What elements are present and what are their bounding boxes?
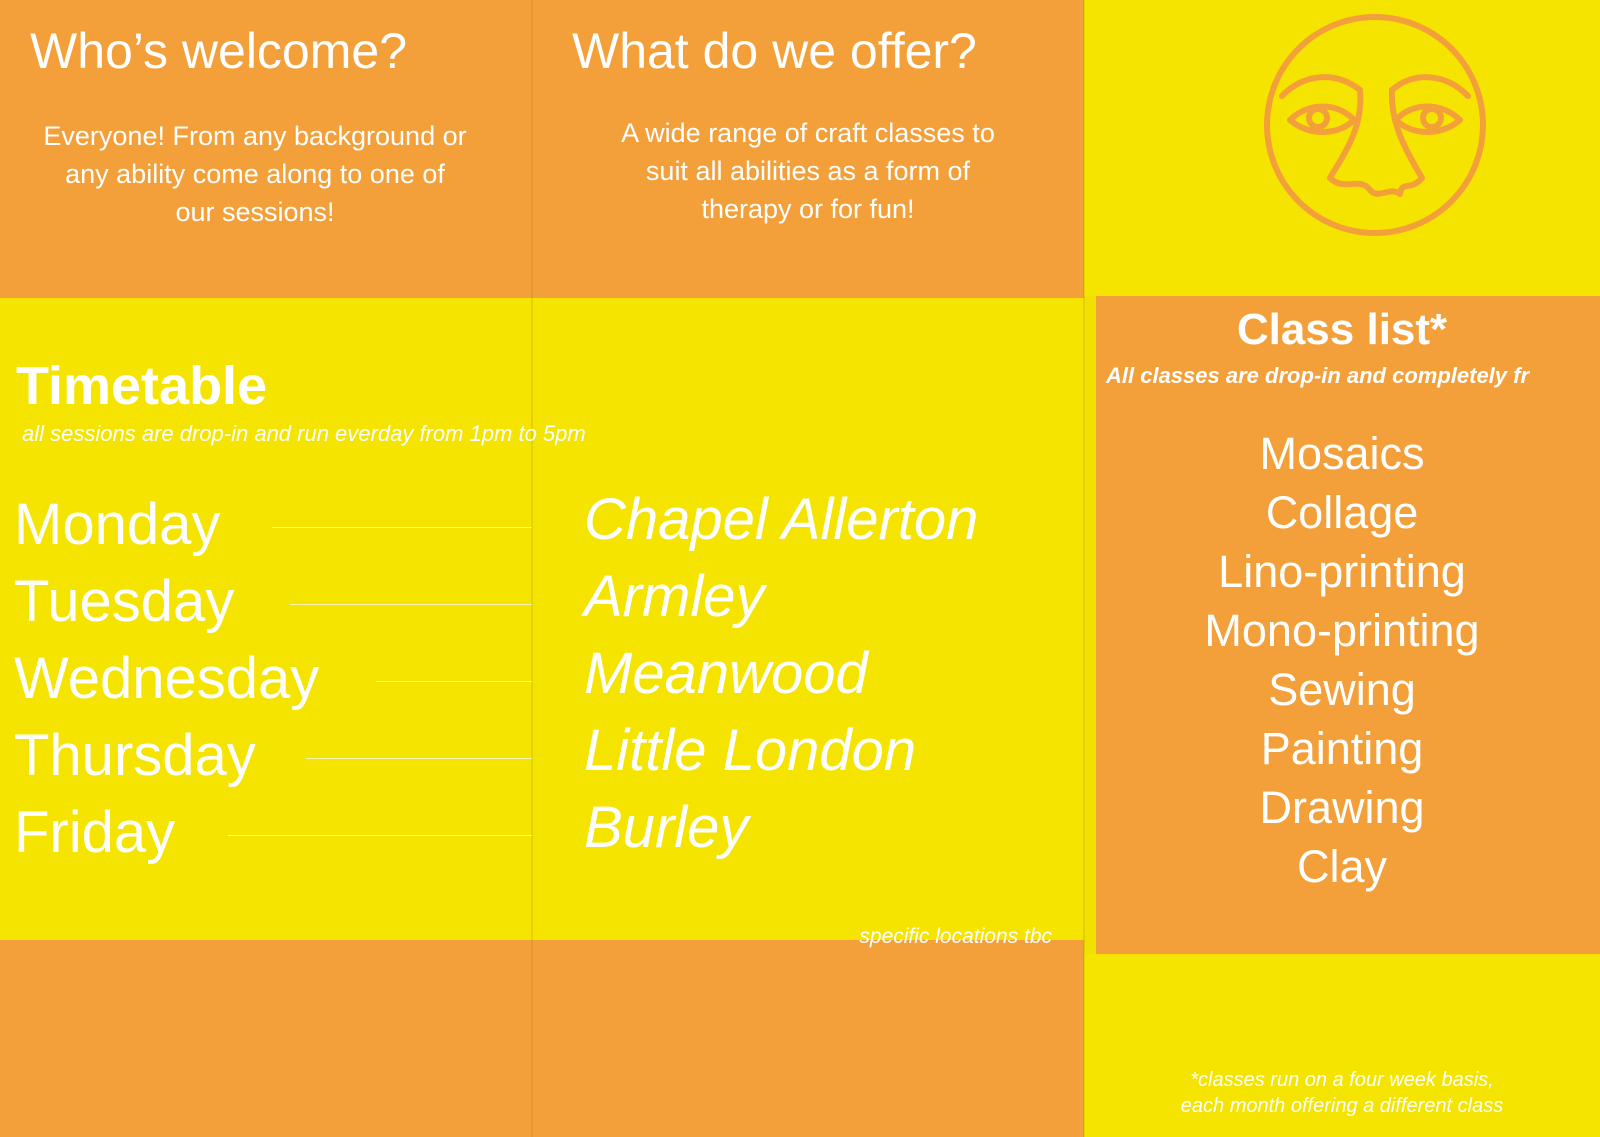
location-name: Meanwood <box>584 641 868 706</box>
day-name: Thursday <box>14 723 256 788</box>
day-rule <box>306 758 532 759</box>
sun-face-icon <box>1260 10 1490 240</box>
location-list <box>584 487 979 875</box>
welcome-text <box>0 117 510 231</box>
day-row <box>14 492 532 572</box>
location-name: Burley <box>584 795 749 860</box>
day-row <box>14 569 532 649</box>
class-footnote <box>1096 1067 1588 1119</box>
class-item: Sewing <box>1268 664 1416 715</box>
timetable-subtitle: all sessions are drop-in and run everday from 1pm to 5pm <box>22 421 586 446</box>
bottom-block-middle <box>532 940 1084 1137</box>
class-item: Clay <box>1296 841 1388 892</box>
footnote-line: *classes run on a four week basis, <box>1190 1069 1494 1091</box>
class-item: Mosaics <box>1259 428 1425 479</box>
day-row <box>14 723 532 803</box>
day-rule <box>272 527 532 528</box>
welcome-heading: Who’s welcome? <box>30 23 408 79</box>
offer-line: A wide range of craft classes to <box>621 118 995 148</box>
class-item: Mono-printing <box>1204 605 1480 656</box>
footnote-line: each month offering a different class <box>1180 1095 1504 1117</box>
offer-text <box>548 114 1068 228</box>
offer-line: suit all abilities as a form of <box>645 156 971 186</box>
day-name: Wednesday <box>14 646 320 711</box>
class-item: Lino-printing <box>1218 546 1466 597</box>
location-name: Chapel Allerton <box>584 487 979 552</box>
welcome-line: Everyone! From any background or <box>43 121 467 151</box>
class-list <box>1096 424 1588 896</box>
fold-line <box>1083 0 1085 1137</box>
day-rule <box>376 681 532 682</box>
day-rule <box>290 604 532 605</box>
class-item: Collage <box>1265 487 1419 538</box>
location-name: Little London <box>584 718 917 783</box>
day-rule <box>228 835 532 836</box>
day-list <box>14 492 532 880</box>
welcome-line: any ability come along to one of <box>65 159 445 189</box>
bottom-block-left <box>0 940 532 1137</box>
location-name: Armley <box>584 564 765 629</box>
day-name: Monday <box>14 492 221 557</box>
class-list-subtitle: All classes are drop-in and completely fr <box>1106 363 1530 388</box>
timetable-title: Timetable <box>16 356 268 416</box>
day-row <box>14 800 532 880</box>
day-name: Friday <box>14 800 176 865</box>
welcome-line: our sessions! <box>175 197 335 227</box>
offer-line: therapy or for fun! <box>701 194 915 224</box>
offer-heading: What do we offer? <box>572 23 977 79</box>
class-item: Drawing <box>1259 782 1425 833</box>
class-item: Painting <box>1260 723 1424 774</box>
day-name: Tuesday <box>14 569 235 634</box>
day-row <box>14 646 532 726</box>
location-note: specific locations tbc <box>859 925 1052 948</box>
class-list-title: Class list* <box>1236 305 1448 354</box>
